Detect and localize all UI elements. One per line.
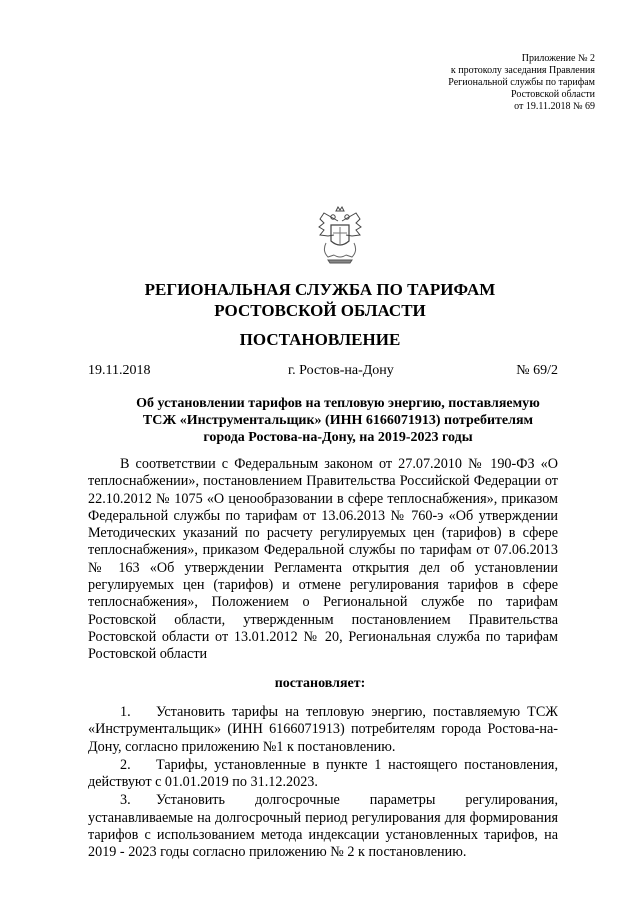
subject-line: ТСЖ «Инструментальщик» (ИНН 6166071913) потребителям: [142, 413, 534, 428]
document-date: 19.11.2018: [88, 363, 151, 378]
annex-line: Ростовской области: [511, 89, 595, 100]
document-number: № 69/2: [516, 363, 558, 378]
document-meta-row: [88, 362, 558, 382]
document-type: ПОСТАНОВЛЕНИЕ: [239, 330, 401, 349]
annex-line: Приложение № 2: [521, 53, 595, 64]
subject-line: Об установлении тарифов на тепловую энергию, поставляемую: [136, 396, 540, 411]
coat-of-arms-icon: [316, 205, 364, 265]
organization-name-line: РЕГИОНАЛЬНАЯ СЛУЖБА ПО ТАРИФАМ: [144, 280, 496, 299]
item-text: Установить долгосрочные параметры регулирования, устанавливаемые на долгосрочный период регулирования для формирования тарифов с использованием метода индексации установленных тарифов, на 2019 - 2023 годы согласно приложению № 2 к постановлению.: [88, 792, 558, 861]
organization-name: [0, 279, 640, 321]
resolution-item: [88, 757, 558, 792]
document-city: г. Ростов-на-Дону: [288, 363, 394, 378]
item-text: Установить тарифы на тепловую энергию, поставляемую ТСЖ «Инструментальщик» (ИНН 6166071913) потребителям города Ростова-на-Дону, согласно приложению №1 к постановлению.: [88, 704, 558, 755]
item-number: 1.: [120, 704, 131, 720]
decree-heading: постановляет:: [274, 676, 366, 691]
document-subject: [118, 395, 558, 446]
resolution-item: [88, 792, 558, 861]
preamble-paragraph: В соответствии с Федеральным законом от 27.07.2010 № 190-ФЗ «О теплоснабжении», постановлением Правительства Российской Федерации от 22.10.2012 № 1075 «О ценообразовании в сфере теплоснабжения», приказом Федеральной службы по тарифам от 13.06.2013 № 760-э «Об утверждении Методических указаний по расчету регулируемых цен (тарифов) в сфере теплоснабжения», приказом Федеральной службы по тарифам от 07.06.2013 № 163 «Об утверждении Регламента открытия дел об установлении регулируемых цен (тарифов) и отмене регулирования тарифов в сфере теплоснабжения», Положением о Региональной службе по тарифам Ростовской области, утвержденным постановлением Правительства Ростовской области от 13.01.2012 № 20, Региональная служба по тарифам Ростовской области: [88, 456, 558, 663]
resolution-items: [88, 704, 558, 863]
item-number: 2.: [120, 756, 131, 773]
annex-line: к протоколу заседания Правления: [450, 65, 595, 76]
item-text: Тарифы, установленные в пункте 1 настоящего постановления, действуют с 01.01.2019 по 31.12.2023.: [88, 756, 558, 791]
annex-line: от 19.11.2018 № 69: [514, 101, 595, 112]
organization-name-line: РОСТОВСКОЙ ОБЛАСТИ: [214, 301, 426, 320]
resolution-item: [88, 704, 558, 756]
subject-line: города Ростова-на-Дону, на 2019-2023 годы: [203, 430, 473, 445]
item-number: 3.: [120, 792, 131, 809]
annex-note: [335, 53, 595, 113]
annex-line: Региональной службы по тарифам: [448, 77, 595, 88]
